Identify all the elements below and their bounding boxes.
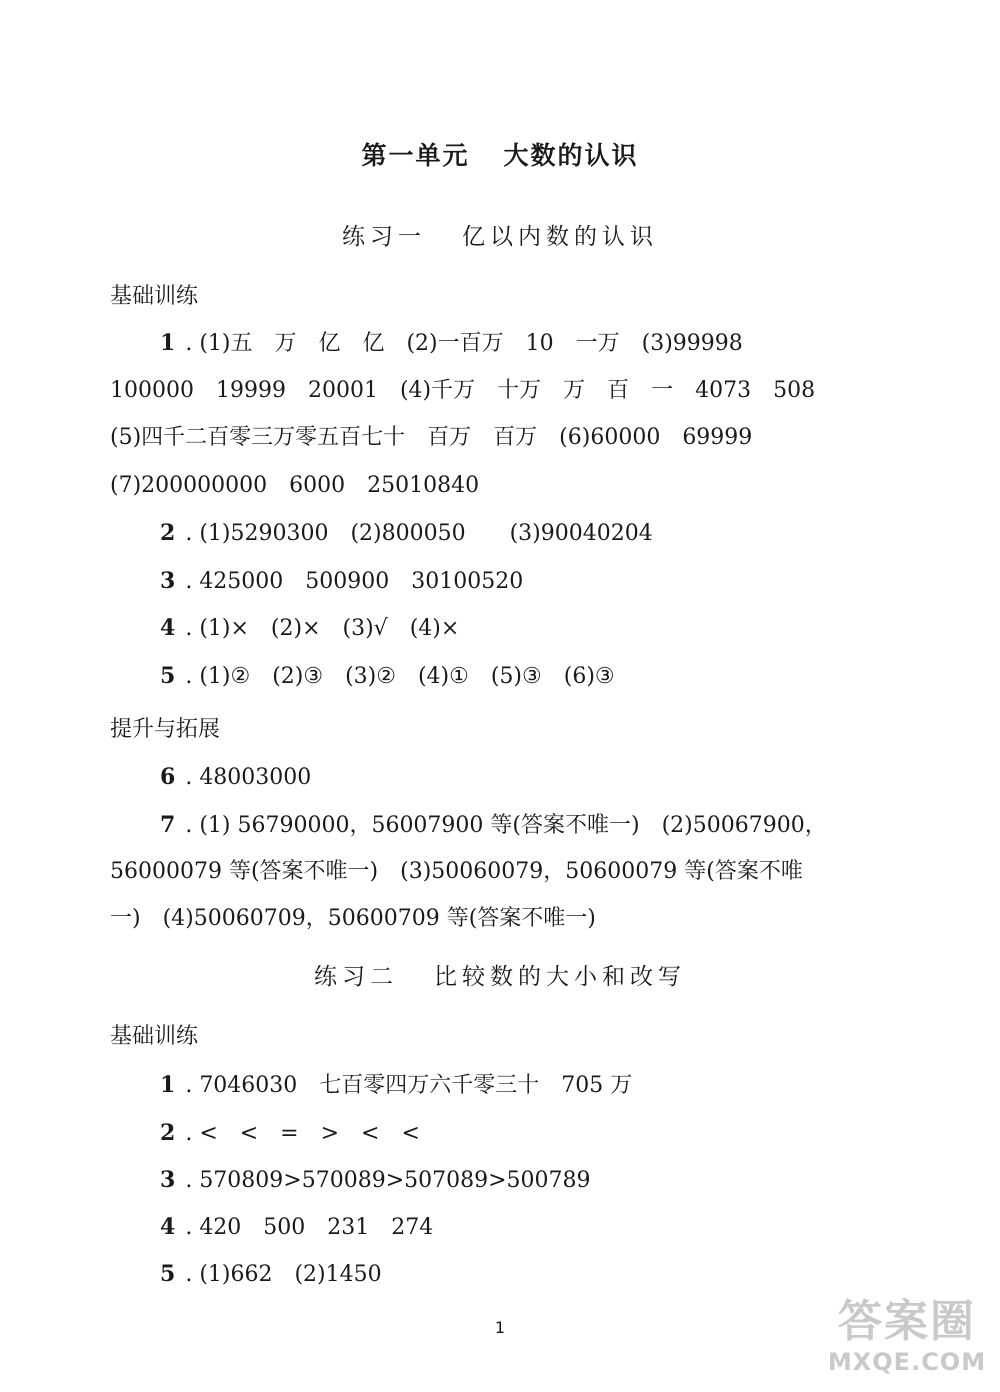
ex1-q1-line4: (7)200000000 6000 25010840 <box>110 473 480 498</box>
ex2-q1: 1 . 7046030 七百零四万六千零三十 705 万 <box>160 1072 633 1098</box>
exercise2-basic-heading: 基础训练 <box>110 1024 199 1049</box>
ex1-q3: 3 . 425000 500900 30100520 <box>160 568 524 594</box>
watermark-logo: 答案圈 MXQE.COM <box>827 1296 987 1376</box>
ex1-q4: 4 . (1)× (2)× (3)√ (4)× <box>160 615 460 641</box>
ex1-q1-line2: 100000 19999 20001 (4)千万 十万 万 百 一 4073 508 <box>110 378 816 403</box>
exercise1-basic-heading: 基础训练 <box>110 284 199 309</box>
ex2-q4: 4 . 420 500 231 274 <box>160 1214 434 1240</box>
ex1-q1-line3: (5)四千二百零三万零五百七十 百万 百万 (6)60000 69999 <box>110 425 753 450</box>
exercise2-title: 练习二 比较数的大小和改写 <box>314 964 686 990</box>
page-number: 1 <box>494 1318 506 1337</box>
ex1-q7-line1: 7 . (1) 56790000，56007900 等(答案不唯一) (2)50067900， <box>160 812 827 838</box>
ex1-q1-line1: 1 . (1)五 万 亿 亿 (2)一百万 10 一万 (3)99998 <box>160 330 743 356</box>
ex1-q7-line2: 56000079 等(答案不唯一) (3)50060079，50600079 等(答案不唯 <box>110 859 803 884</box>
ex1-q7-line3: 一) (4)50060709，50600709 等(答案不唯一) <box>110 906 596 931</box>
ex1-q6: 6 . 48003000 <box>160 764 312 790</box>
ex2-q2: 2 . < < = > < < <box>160 1120 420 1146</box>
ex2-q3: 3 . 570809>570089>507089>500789 <box>160 1167 591 1193</box>
ex1-q5: 5 . (1)② (2)③ (3)② (4)① (5)③ (6)③ <box>160 663 615 689</box>
exercise1-title: 练习一 亿以内数的认识 <box>342 224 658 250</box>
exercise1-advanced-heading: 提升与拓展 <box>110 717 221 742</box>
ex1-q2: 2 . (1)5290300 (2)800050 (3)90040204 <box>160 520 653 546</box>
unit-title-main: 第一单元 <box>361 141 470 170</box>
unit-title <box>0 136 1000 172</box>
ex2-q5: 5 . (1)662 (2)1450 <box>160 1261 382 1287</box>
unit-title-sub: 大数的认识 <box>503 141 639 170</box>
